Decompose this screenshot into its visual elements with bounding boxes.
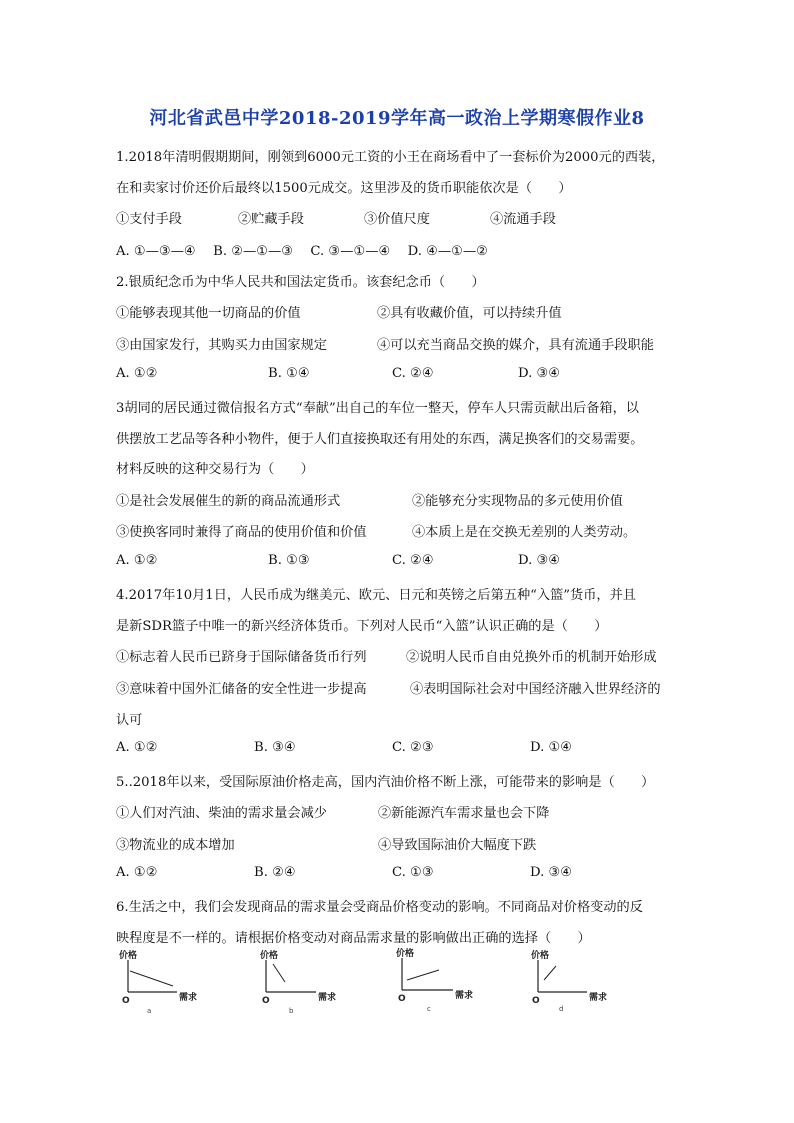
- graph-ylabel: 价格: [531, 951, 550, 961]
- q3-stem-line2: 供摆放工艺品等各种小物件，便于人们直接换取还有用处的东西，满足换客们的交易需要。: [116, 432, 644, 447]
- q3-item-3: ③使换客同时兼得了商品的使用价值和价值: [116, 525, 367, 540]
- q4-choices: [116, 740, 716, 758]
- graph-tag: c: [427, 1005, 431, 1013]
- q5-item-2: ②新能源汽车需求量也会下降: [378, 806, 550, 821]
- q3-item-1: ①是社会发展催生的新的商品流通形式: [116, 494, 341, 509]
- q4-stem-line1: 4.2017年10月1日，人民币成为继美元、欧元、日元和英镑之后第五种“入篮”货币，并且: [116, 588, 636, 603]
- q5-choice-d: D. ③④: [530, 865, 573, 880]
- q1-choices: A. ①—③—④ B. ②—①—③ C. ③—①—④ D. ④—①—②: [116, 244, 488, 259]
- q3-choice-c: C. ②④: [392, 553, 434, 568]
- demand-curve: [130, 971, 173, 986]
- q1-item-1: ①支付手段: [116, 212, 182, 227]
- q3-stem-line1: 3胡同的居民通过微信报名方式“奉献”出自己的车位一整天，停车人只需贡献出后备箱，以: [116, 401, 639, 416]
- graph-origin: O: [262, 996, 270, 1006]
- graph-origin: O: [398, 994, 406, 1004]
- q1-item-4: ④流通手段: [490, 212, 556, 227]
- q5-items-row1: [116, 802, 716, 820]
- q1-item-3: ③价值尺度: [364, 212, 430, 227]
- graph-origin: O: [532, 996, 540, 1006]
- q4-item-3: ③意味着中国外汇储备的安全性进一步提高: [116, 682, 367, 697]
- q3-stem-line3: 材料反映的这种交易行为（ ）: [116, 462, 314, 477]
- q4-item-2: ②说明人民币自由兑换外币的机制开始形成: [406, 650, 657, 665]
- q6-stem-line1: 6.生活之中，我们会发现商品的需求量会受商品价格变动的影响。不同商品对价格变动的反: [116, 900, 643, 915]
- page-title: 河北省武邑中学2018-2019学年高一政治上学期寒假作业8: [149, 108, 645, 129]
- demand-curve: [544, 966, 556, 980]
- q1-item-2: ②贮藏手段: [238, 212, 304, 227]
- q1-items: [116, 208, 716, 226]
- q2-item-1: ①能够表现其他一切商品的价值: [116, 306, 301, 321]
- q2-items-row1: [116, 302, 716, 320]
- q2-choices: [116, 366, 716, 384]
- q2-choice-b: B. ①④: [268, 366, 310, 381]
- q2-choice-d: D. ③④: [518, 366, 561, 381]
- q4-choice-d: D. ①④: [530, 740, 573, 755]
- q2-choice-a: A. ①②: [116, 366, 158, 381]
- q4-item-1: ①标志着人民币已跻身于国际储备货币行列: [116, 650, 367, 665]
- q3-choice-a: A. ①②: [116, 553, 158, 568]
- q2-item-3: ③由国家发行，其购买力由国家规定: [116, 338, 327, 353]
- q1-stem-line1: 1.2018年清明假期期间，刚领到6000元工资的小王在商场看中了一套标价为2000元的西装，: [116, 150, 665, 165]
- q5-choice-a: A. ①②: [116, 865, 158, 880]
- q2-choice-c: C. ②④: [392, 366, 434, 381]
- q3-items-row1: [116, 490, 716, 508]
- demand-curve: [407, 970, 439, 980]
- q2-items-row2: [116, 334, 716, 352]
- graph-xlabel: 需求: [318, 993, 337, 1003]
- q3-item-4: ④本质上是在交换无差别的人类劳动。: [412, 525, 637, 540]
- graph-xlabel: 需求: [589, 993, 608, 1003]
- q3-item-2: ②能够充分实现物品的多元使用价值: [412, 494, 623, 509]
- graph-ylabel: 价格: [396, 949, 415, 959]
- q5-choice-b: B. ②④: [254, 865, 296, 880]
- graph-xlabel: 需求: [179, 993, 198, 1003]
- graph-xlabel: 需求: [455, 991, 474, 1001]
- q5-choice-c: C. ①③: [392, 865, 434, 880]
- q2-item-2: ②具有收藏价值，可以持续升值: [377, 306, 562, 321]
- q3-choice-d: D. ③④: [518, 553, 561, 568]
- q5-items-row2: [116, 834, 716, 852]
- q4-choice-a: A. ①②: [116, 740, 158, 755]
- q6-graph-c: [395, 950, 485, 1015]
- q5-stem: 5..2018年以来，受国际原油价格走高，国内汽油价格不断上涨，可能带来的影响是（ ）: [116, 775, 655, 790]
- q4-choice-b: B. ③④: [254, 740, 296, 755]
- q5-item-3: ③物流业的成本增加: [116, 838, 235, 853]
- q4-item-4-continued: 认可: [116, 713, 143, 728]
- q2-stem: 2.银质纪念币为中华人民共和国法定货币。该套纪念币（ ）: [116, 275, 485, 290]
- q6-graph-d: [527, 950, 617, 1015]
- q4-item-4: ④表明国际社会对中国经济融入世界经济的: [410, 682, 661, 697]
- q4-choice-c: C. ②③: [392, 740, 434, 755]
- q2-item-4: ④可以充当商品交换的媒介，具有流通手段职能: [377, 338, 654, 353]
- demand-curve: [273, 964, 285, 982]
- graph-tag: d: [559, 1005, 564, 1013]
- q6-graph-a: [117, 950, 207, 1015]
- q5-item-4: ④导致国际油价大幅度下跌: [378, 838, 537, 853]
- q4-stem-line2: 是新SDR篮子中唯一的新兴经济体货币。下列对人民币“入篮”认识正确的是（ ）: [116, 619, 608, 634]
- q1-stem-line2: 在和卖家讨价还价后最终以1500元成交。这里涉及的货币职能依次是（ ）: [116, 181, 572, 196]
- q4-items-row1: [116, 646, 716, 664]
- q3-choices: [116, 553, 716, 571]
- q5-choices: [116, 865, 716, 883]
- graph-ylabel: 价格: [260, 951, 279, 961]
- q4-items-row2: [116, 678, 716, 696]
- graph-ylabel: 价格: [119, 951, 138, 961]
- q6-graph-b: [258, 950, 348, 1015]
- q3-choice-b: B. ①③: [268, 553, 310, 568]
- q6-stem-line2: 映程度是不一样的。请根据价格变动对商品需求量的影响做出正确的选择（ ）: [116, 931, 591, 946]
- graph-tag: b: [289, 1007, 294, 1015]
- graph-tag: a: [147, 1007, 152, 1015]
- q5-item-1: ①人们对汽油、柴油的需求量会减少: [116, 806, 327, 821]
- graph-origin: O: [122, 996, 130, 1006]
- q3-items-row2: [116, 521, 716, 539]
